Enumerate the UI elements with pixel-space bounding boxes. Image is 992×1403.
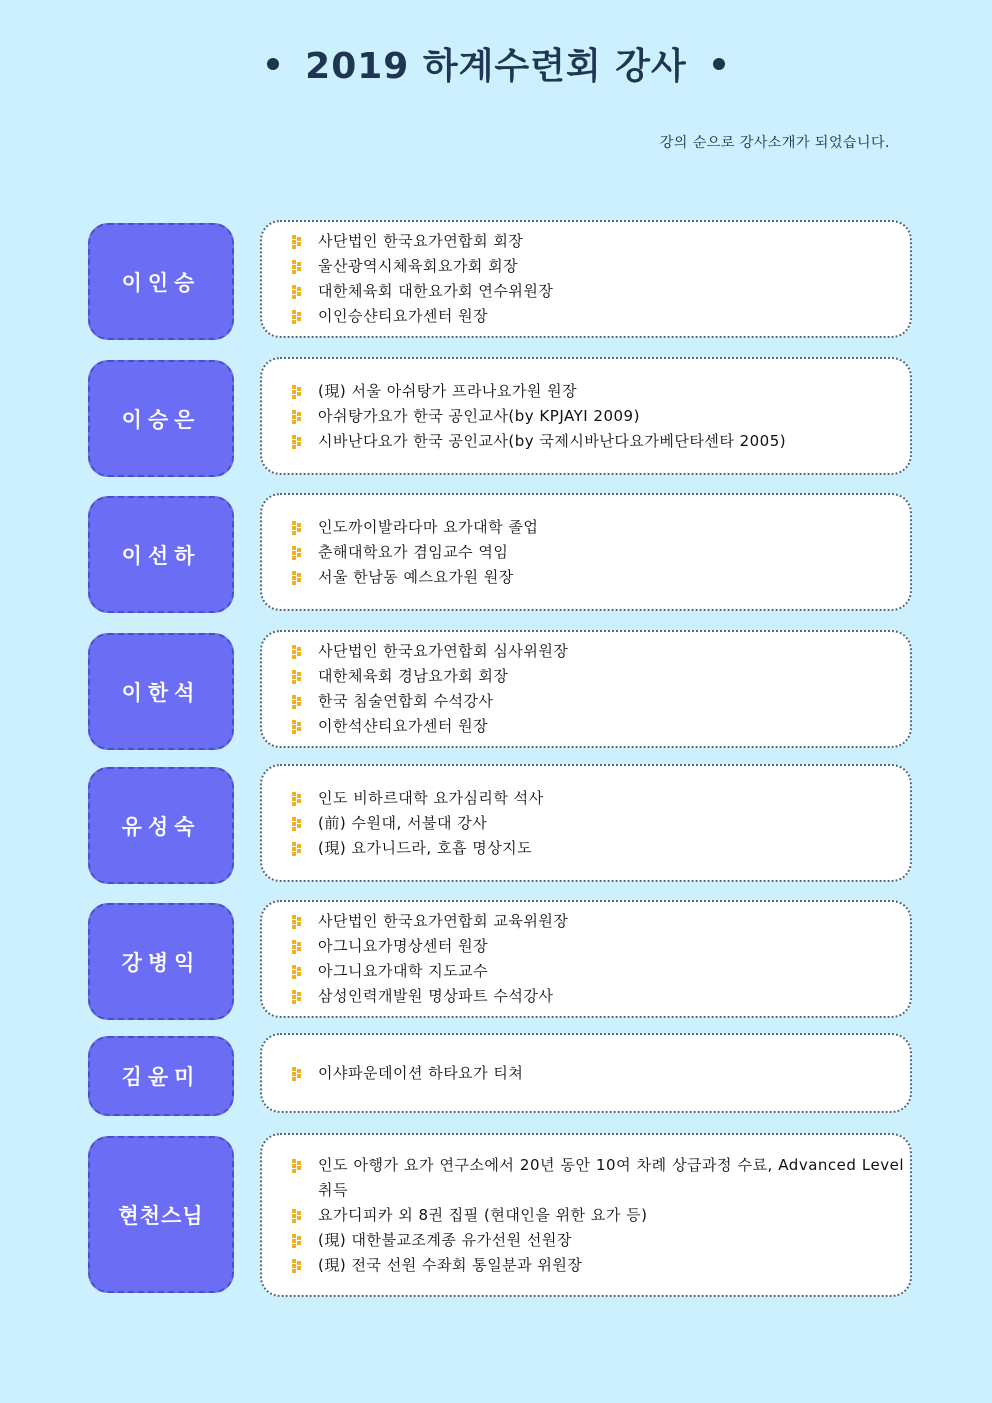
lecturer-profile-box <box>260 493 912 611</box>
lecturer-name: 이승은 <box>88 360 234 477</box>
bullet-icon <box>292 1159 304 1173</box>
bullet-icon <box>292 435 304 449</box>
lecturer-name: 현천스님 <box>88 1136 234 1293</box>
lecturer-name: 김윤미 <box>88 1036 234 1116</box>
lecturer-profile-box <box>260 1033 912 1113</box>
profile-item <box>292 984 904 1009</box>
lecturer-name: 이한석 <box>88 633 234 750</box>
bullet-icon <box>292 1234 304 1248</box>
page-title <box>0 38 992 89</box>
bullet-icon <box>292 1209 304 1223</box>
bullet-icon <box>292 260 304 274</box>
bullet-icon <box>292 842 304 856</box>
profile-item-text: 한국 침술연합회 수석강사 <box>318 692 494 710</box>
bullet-icon <box>292 965 304 979</box>
profile-item <box>292 714 904 739</box>
bullet-icon <box>292 695 304 709</box>
profile-item <box>292 909 904 934</box>
profile-item <box>292 836 904 861</box>
lecturer-name: 이선하 <box>88 496 234 613</box>
bullet-icon <box>292 817 304 831</box>
bullet-icon <box>292 990 304 1004</box>
profile-item-text: 아그니요가대학 지도교수 <box>318 962 489 980</box>
bullet-icon <box>292 1067 304 1081</box>
profile-item <box>292 639 904 664</box>
profile-item-text: 인도 비하르대학 요가심리학 석사 <box>318 788 544 807</box>
profile-item <box>292 664 904 689</box>
profile-item-text: 시바난다요가 한국 공인교사(by 국제시바난다요가베단타센타 2005) <box>318 431 787 450</box>
lecturer-profile-box <box>260 220 912 338</box>
profile-item-text: 춘해대학요가 겸임교수 역임 <box>318 542 509 561</box>
lecturer-profile-box <box>260 357 912 475</box>
profile-item <box>292 565 904 590</box>
profile-item <box>292 515 904 540</box>
bullet-icon <box>292 670 304 684</box>
profile-item-text: 사단법인 한국요가연합회 심사위원장 <box>318 642 569 660</box>
bullet-icon <box>292 546 304 560</box>
profile-item <box>292 229 904 254</box>
profile-item <box>292 934 904 959</box>
profile-item <box>292 429 904 454</box>
page-subtitle: 강의 순으로 강사소개가 되었습니다. <box>659 135 890 151</box>
profile-item <box>292 1228 904 1253</box>
profile-item-text: 아그니요가명상센터 원장 <box>318 937 489 955</box>
profile-item-text: 울산광역시체육회요가회 회장 <box>318 257 519 275</box>
bullet-icon <box>292 285 304 299</box>
profile-item <box>292 811 904 836</box>
profile-item-text: 사단법인 한국요가연합회 회장 <box>318 232 524 250</box>
profile-item-text: 대한체육회 대한요가회 연수위원장 <box>318 282 554 300</box>
profile-item-text: 사단법인 한국요가연합회 교육위원장 <box>318 912 569 930</box>
profile-item <box>292 1061 904 1086</box>
profile-item-text: 이한석샨티요가센터 원장 <box>318 717 489 735</box>
bullet-icon <box>292 940 304 954</box>
profile-item <box>292 1203 904 1228</box>
profile-item <box>292 404 904 429</box>
bullet-icon <box>292 521 304 535</box>
profile-item <box>292 959 904 984</box>
bullet-icon <box>292 645 304 659</box>
profile-item <box>292 279 904 304</box>
profile-item-text: (現) 서울 아쉬탕가 프라나요가원 원장 <box>318 381 578 400</box>
profile-item-text: (前) 수원대, 서불대 강사 <box>318 813 488 832</box>
bullet-icon <box>292 410 304 424</box>
profile-item <box>292 1153 904 1203</box>
profile-item-text: (現) 전국 선원 수좌회 통일분과 위원장 <box>318 1255 583 1274</box>
bullet-icon <box>292 792 304 806</box>
lecturer-name: 유성숙 <box>88 767 234 884</box>
lecturer-profile-box <box>260 630 912 748</box>
lecturer-name: 이인승 <box>88 223 234 340</box>
profile-item <box>292 254 904 279</box>
profile-item-text: (現) 대한불교조계종 유가선원 선원장 <box>318 1230 572 1249</box>
profile-item-text: 서울 한남동 예스요가원 원장 <box>318 567 514 586</box>
profile-item <box>292 1253 904 1278</box>
profile-item-text: (現) 요가니드라, 호흡 명상지도 <box>318 838 533 857</box>
profile-item-text: 요가디피카 외 8권 집필 (현대인을 위한 요가 등) <box>318 1205 648 1224</box>
profile-item-text: 인도까이발라다마 요가대학 졸업 <box>318 517 539 536</box>
lecturer-profile-box <box>260 764 912 882</box>
bullet-icon <box>292 310 304 324</box>
profile-item <box>292 786 904 811</box>
bullet-icon <box>292 385 304 399</box>
profile-item-text: 아쉬탕가요가 한국 공인교사(by KPJAYI 2009) <box>318 406 640 425</box>
bullet-dot-icon <box>267 58 279 70</box>
profile-item-text: 이샤파운데이션 하타요가 티쳐 <box>318 1063 524 1082</box>
page-title-text: 2019 하계수련회 강사 <box>305 46 687 87</box>
lecturer-profile-box <box>260 1133 912 1297</box>
bullet-icon <box>292 1259 304 1273</box>
bullet-icon <box>292 235 304 249</box>
profile-item-text: 인도 아행가 요가 연구소에서 20년 동안 10여 차례 상급과정 수료, Advanced Level 취득 <box>318 1155 904 1199</box>
profile-item <box>292 304 904 329</box>
bullet-dot-icon <box>713 58 725 70</box>
profile-item-text: 대한체육회 경남요가회 회장 <box>318 667 509 685</box>
profile-item <box>292 689 904 714</box>
lecturer-name: 강병익 <box>88 903 234 1020</box>
bullet-icon <box>292 571 304 585</box>
bullet-icon <box>292 720 304 734</box>
profile-item <box>292 540 904 565</box>
lecturer-profile-box <box>260 900 912 1018</box>
bullet-icon <box>292 915 304 929</box>
profile-item-text: 이인승샨티요가센터 원장 <box>318 307 489 325</box>
profile-item-text: 삼성인력개발원 명상파트 수석강사 <box>318 987 554 1005</box>
profile-item <box>292 379 904 404</box>
